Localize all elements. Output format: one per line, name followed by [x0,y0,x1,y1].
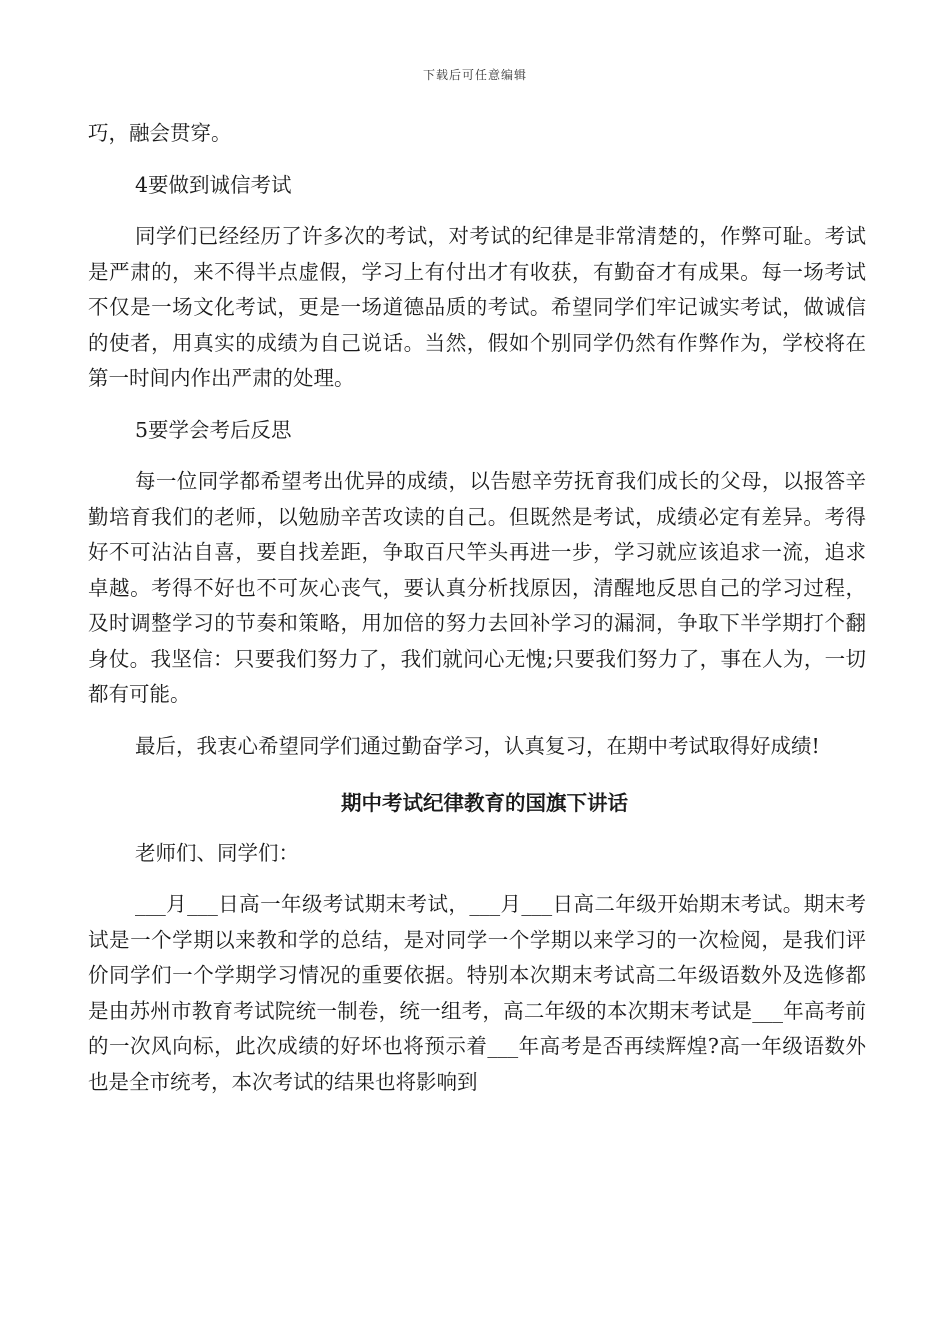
paragraph-honesty: 同学们已经经历了许多次的考试，对考试的纪律是非常清楚的，作弊可耻。考试是严肃的，来不得半点虚假，学习上有付出才有收获，有勤奋才有成果。每一场考试不仅是一场文化考试，更是一场道德品质的考试。希望同学们牢记诚实考试，做诚信的使者，用真实的成绩为自己说话。当然，假如个别同学仍然有作弊作为，学校将在第一时间内作出严肃的处理。 [88,224,866,390]
paragraph-closing: 最后，我衷心希望同学们通过勤奋学习，认真复习，在期中考试取得好成绩! [135,733,820,758]
page-header: 下载后可任意编辑 [422,68,527,82]
section-heading-4: 4要做到诚信考试 [135,172,292,197]
document-body [88,116,866,1100]
paragraph-reflection: 每一位同学都希望考出优异的成绩，以告慰辛劳抚育我们成长的父母，以报答辛勤培育我们的老师，以勉励辛苦攻读的自己。但既然是考试，成绩必定有差异。考得好不可沾沾自喜，要自找差距，争取百尺竿头再进一步，学习就应该追求一流，追求卓越。考得不好也不可灰心丧气，要认真分析找原因，清醒地反思自己的学习过程，及时调整学习的节奏和策略，用加倍的努力去回补学习的漏洞，争取下半学期打个翻身仗。我坚信：只要我们努力了，我们就问心无愧;只要我们努力了，事在人为，一切都有可能。 [88,469,866,706]
speech-title: 期中考试纪律教育的国旗下讲话 [341,791,628,815]
section-heading-5: 5要学会考后反思 [135,417,292,442]
paragraph-exam-notice: ___月___日高一年级考试期末考试，___月___日高二年级开始期末考试。期末考试是一个学期以来教和学的总结，是对同学一个学期以来学习的一次检阅，是我们评价同学们一个学期学习情况的重要依据。特别本次期末考试高二年级语数外及选修都是由苏州市教育考试院统一制卷，统一组考，高二年级的本次期末考试是___年高考前的一次风向标，此次成绩的好坏也将预示着___年高考是否再续辉煌?高一年级语数外也是全市统考，本次考试的结果也将影响到 [88,892,866,1094]
paragraph-continuation: 巧，融会贯穿。 [88,121,232,145]
greeting: 老师们、同学们： [135,840,299,865]
